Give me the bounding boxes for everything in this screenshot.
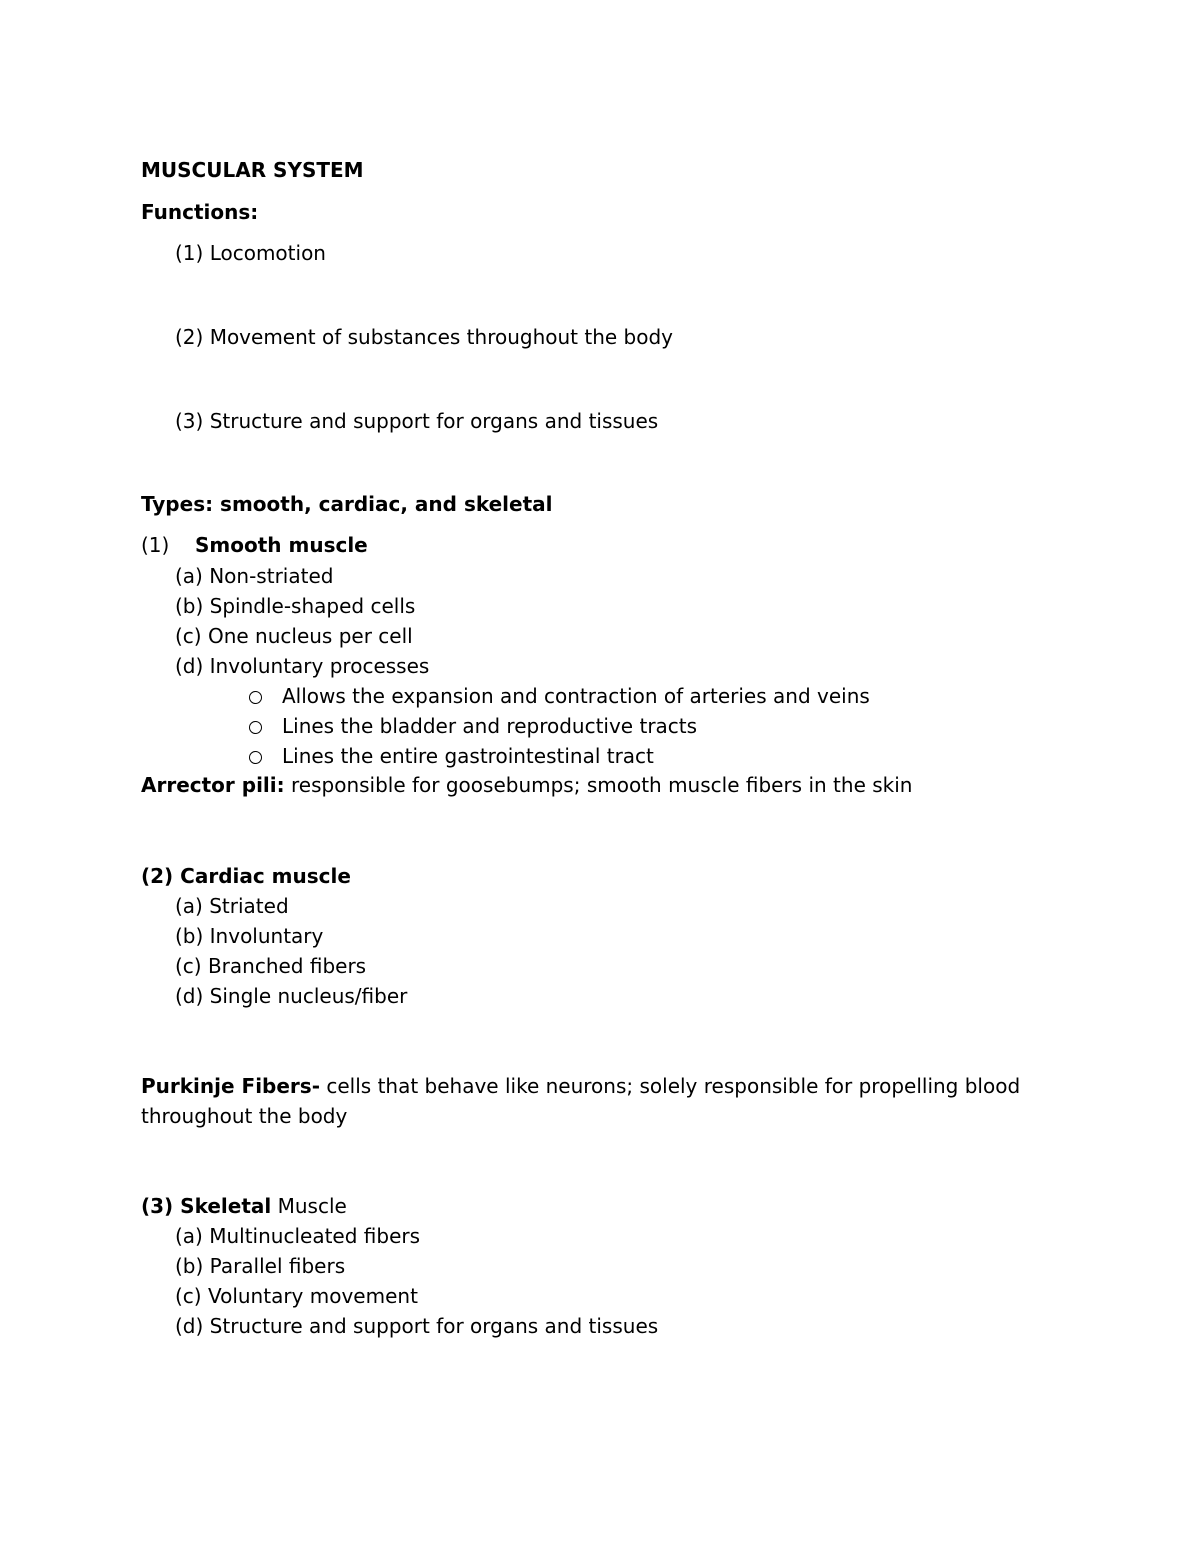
function-item: (3) Structure and support for organs and tissues (175, 409, 659, 433)
smooth-muscle-number: (1) (141, 533, 170, 557)
skeletal-muscle-heading-bold: (3) Skeletal (141, 1194, 272, 1218)
arrector-pili-note (141, 773, 912, 797)
functions-heading: Functions: (141, 200, 259, 224)
purkinje-fibers-term: Purkinje Fibers- (141, 1074, 321, 1098)
arrector-pili-text: responsible for goosebumps; smooth muscle fibers in the skin (291, 773, 913, 797)
cardiac-muscle-heading: (2) Cardiac muscle (141, 864, 351, 888)
circle-bullet-icon (249, 691, 262, 704)
skeletal-muscle-item: (a) Multinucleated fibers (175, 1224, 421, 1248)
smooth-muscle-bullet: Lines the entire gastrointestinal tract (282, 744, 654, 768)
skeletal-muscle-heading-rest: Muscle (277, 1194, 347, 1218)
skeletal-muscle-heading (141, 1194, 347, 1218)
cardiac-muscle-item: (a) Striated (175, 894, 289, 918)
arrector-pili-term: Arrector pili: (141, 773, 285, 797)
cardiac-muscle-item: (c) Branched fibers (175, 954, 367, 978)
cardiac-muscle-item: (d) Single nucleus/fiber (175, 984, 408, 1008)
skeletal-muscle-item: (c) Voluntary movement (175, 1284, 418, 1308)
types-heading: Types: smooth, cardiac, and skeletal (141, 492, 553, 516)
smooth-muscle-bullet: Allows the expansion and contraction of arteries and veins (282, 684, 870, 708)
smooth-muscle-heading: Smooth muscle (195, 533, 368, 557)
circle-bullet-icon (249, 721, 262, 734)
circle-bullet-icon (249, 751, 262, 764)
skeletal-muscle-item: (b) Parallel fibers (175, 1254, 346, 1278)
cardiac-muscle-item: (b) Involuntary (175, 924, 324, 948)
purkinje-fibers-note (141, 1074, 1020, 1098)
function-item: (1) Locomotion (175, 241, 326, 265)
smooth-muscle-item: (a) Non-striated (175, 564, 334, 588)
smooth-muscle-item: (c) One nucleus per cell (175, 624, 413, 648)
skeletal-muscle-item: (d) Structure and support for organs and tissues (175, 1314, 659, 1338)
purkinje-fibers-text-continued: throughout the body (141, 1104, 348, 1128)
smooth-muscle-item: (d) Involuntary processes (175, 654, 430, 678)
smooth-muscle-item: (b) Spindle-shaped cells (175, 594, 416, 618)
smooth-muscle-bullet: Lines the bladder and reproductive tracts (282, 714, 698, 738)
purkinje-fibers-text: cells that behave like neurons; solely responsible for propelling blood (326, 1074, 1021, 1098)
function-item: (2) Movement of substances throughout the body (175, 325, 674, 349)
document-title: MUSCULAR SYSTEM (141, 158, 364, 182)
